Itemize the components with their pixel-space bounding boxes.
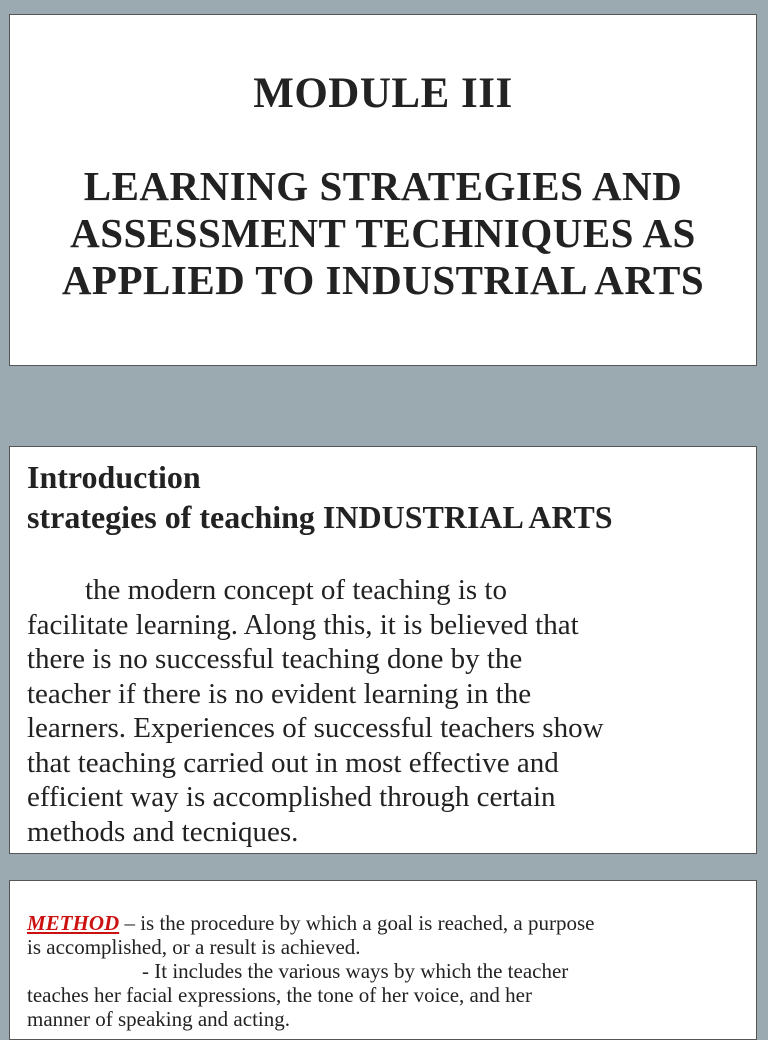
paragraph-line: there is no successful teaching done by the (27, 643, 523, 675)
definition-line: is accomplished, or a result is achieved. (27, 935, 361, 959)
paragraph-line: facilitate learning. Along this, it is believed that (27, 608, 579, 641)
paragraph-line: efficient way is accomplished through certain (27, 781, 556, 813)
method-definition (27, 911, 757, 1031)
module-heading (10, 163, 756, 304)
introduction-subtitle: strategies of teaching INDUSTRIAL ARTS (27, 499, 613, 535)
slide-module-title (9, 14, 757, 366)
paragraph-line: the modern concept of teaching is to (85, 574, 507, 606)
definition-line: manner of speaking and acting. (27, 1007, 290, 1031)
definition-line (27, 911, 757, 935)
slide-introduction (9, 446, 757, 854)
slide-method-definition (9, 880, 757, 1040)
paragraph-line: that teaching carried out in most effective and (27, 746, 559, 779)
introduction-title: Introduction (27, 459, 201, 495)
paragraph-line: teacher if there is no evident learning in the (27, 677, 532, 710)
module-heading-line: APPLIED TO INDUSTRIAL ARTS (61, 257, 705, 303)
method-term: METHOD (27, 911, 120, 935)
definition-line: teaches her facial expressions, the tone of her voice, and her (27, 983, 532, 1007)
module-title: MODULE III (253, 70, 513, 117)
definition-text: – is the procedure by which a goal is reached, a purpose (119, 911, 595, 935)
introduction-paragraph (27, 573, 757, 849)
module-heading-line: LEARNING STRATEGIES AND (83, 163, 683, 209)
introduction-heading (27, 457, 613, 537)
module-heading-line: ASSESSMENT TECHNIQUES AS (70, 210, 696, 256)
paragraph-line: methods and tecniques. (27, 815, 299, 848)
definition-line: - It includes the various ways by which the teacher (142, 959, 569, 983)
paragraph-line: learners. Experiences of successful teachers show (27, 712, 604, 744)
